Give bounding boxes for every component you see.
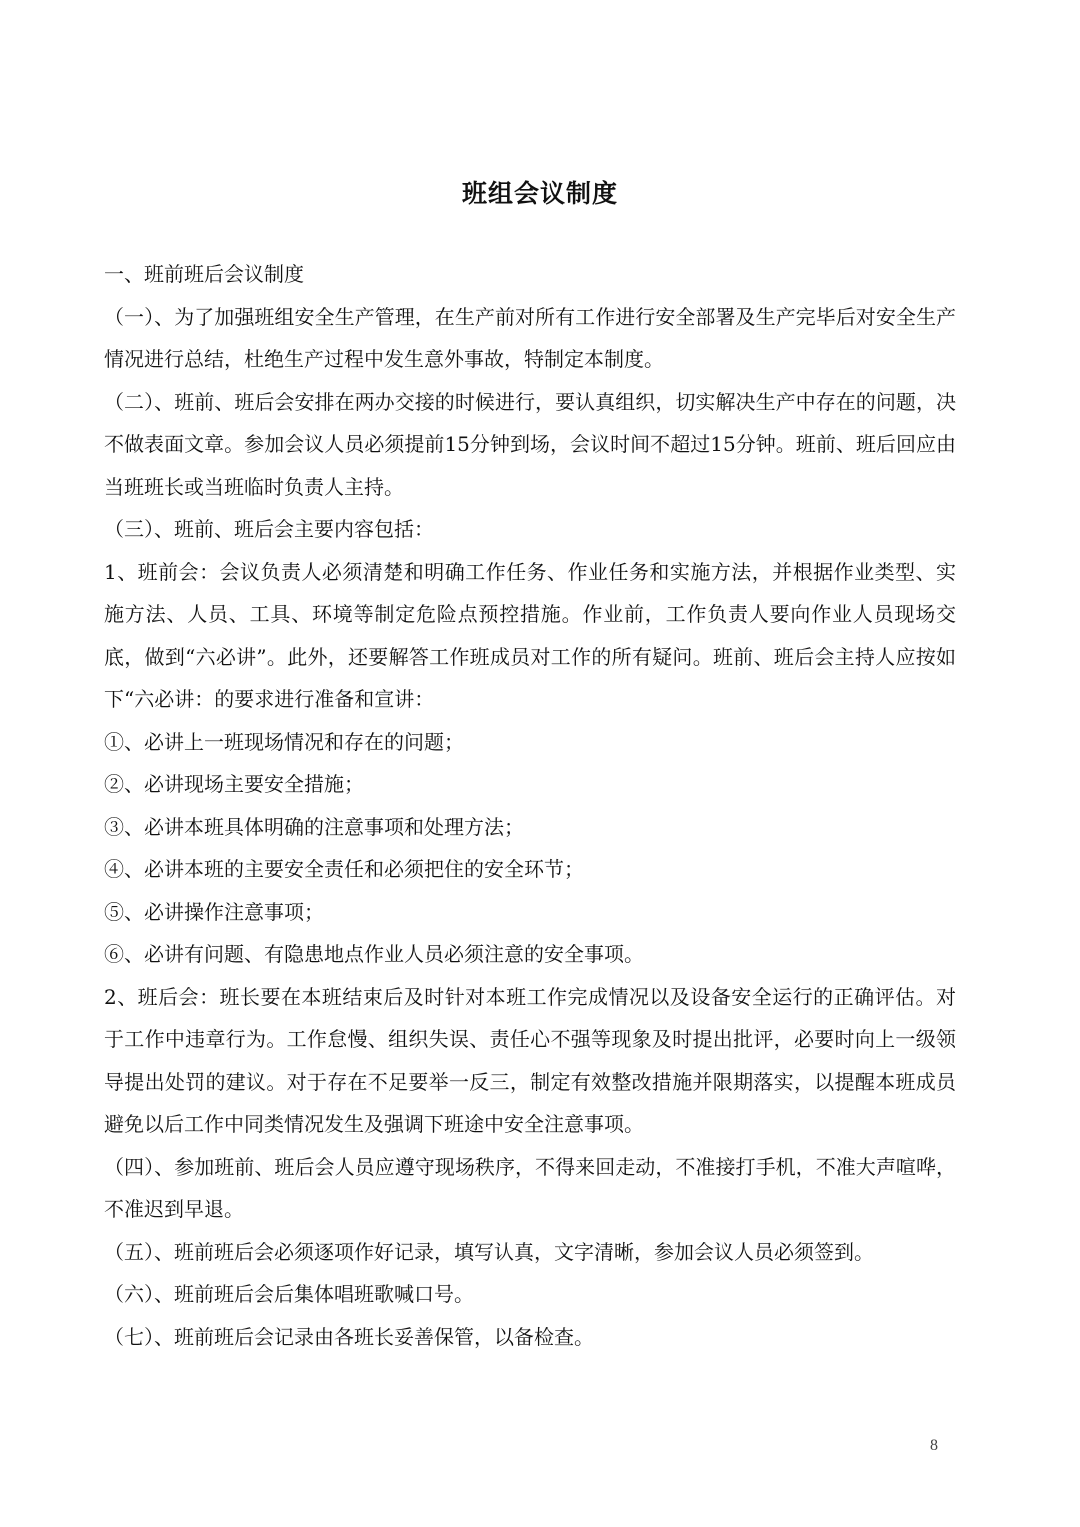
section-heading: 一、班前班后会议制度 bbox=[104, 262, 304, 286]
paragraph-item-2: （二）、班前、班后会安排在两办交接的时候进行，要认真组织，切实解决生产中存在的问题，决不做表面文章。参加会议人员必须提前15分钟到场，会议时间不超过15分钟。班前、班后回应由当班班长或当班临时负责人主持。 bbox=[104, 389, 956, 499]
paragraph-item-3: （三）、班前、班后会主要内容包括： bbox=[104, 517, 434, 541]
list-item: ⑥、必讲有问题、有隐患地点作业人员必须注意的安全事项。 bbox=[104, 942, 644, 966]
paragraph-item-1: （一）、为了加强班组安全生产管理，在生产前对所有工作进行安全部署及生产完毕后对安全生产情况进行总结，杜绝生产过程中发生意外事故，特制定本制度。 bbox=[104, 304, 956, 371]
document-body bbox=[104, 253, 956, 1358]
paragraph-item-5: （五）、班前班后会必须逐项作好记录，填写认真，文字清晰，参加会议人员必须签到。 bbox=[104, 1239, 874, 1264]
paragraph-pre-meeting: 1、班前会：会议负责人必须清楚和明确工作任务、作业任务和实施方法，并根据作业类型、实施方法、人员、工具、环境等制定危险点预控措施。作业前，工作负责人要向作业人员现场交底，做到“六必讲”。此外，还要解答工作班成员对工作的所有疑问。班前、班后会主持人应按如下“六必讲：的要求进行准备和宣讲： bbox=[104, 559, 956, 711]
paragraph-post-meeting: 2、班后会：班长要在本班结束后及时针对本班工作完成情况以及设备安全运行的正确评估。对于工作中违章行为。工作怠慢、组织失误、责任心不强等现象及时提出批评，必要时向上一级领导提出处罚的建议。对于存在不足要举一反三，制定有效整改措施并限期落实，以提醒本班成员避免以后工作中同类情况发生及强调下班途中安全注意事项。 bbox=[104, 984, 956, 1136]
paragraph-item-6: （六）、班前班后会后集体唱班歌喊口号。 bbox=[104, 1282, 474, 1306]
list-item: ⑤、必讲操作注意事项； bbox=[104, 899, 324, 924]
page-number: 8 bbox=[930, 1437, 938, 1454]
document-title: 班组会议制度 bbox=[461, 179, 618, 208]
list-item: ②、必讲现场主要安全措施； bbox=[104, 772, 364, 796]
list-item: ④、必讲本班的主要安全责任和必须把住的安全环节； bbox=[104, 857, 584, 881]
list-item: ①、必讲上一班现场情况和存在的问题； bbox=[104, 729, 464, 754]
paragraph-item-7: （七）、班前班后会记录由各班长妥善保管，以备检查。 bbox=[104, 1324, 594, 1349]
paragraph-item-4: （四）、参加班前、班后会人员应遵守现场秩序，不得来回走动，不准接打手机，不准大声喧哗，不准迟到早退。 bbox=[104, 1154, 956, 1221]
list-item: ③、必讲本班具体明确的注意事项和处理方法； bbox=[104, 814, 524, 839]
